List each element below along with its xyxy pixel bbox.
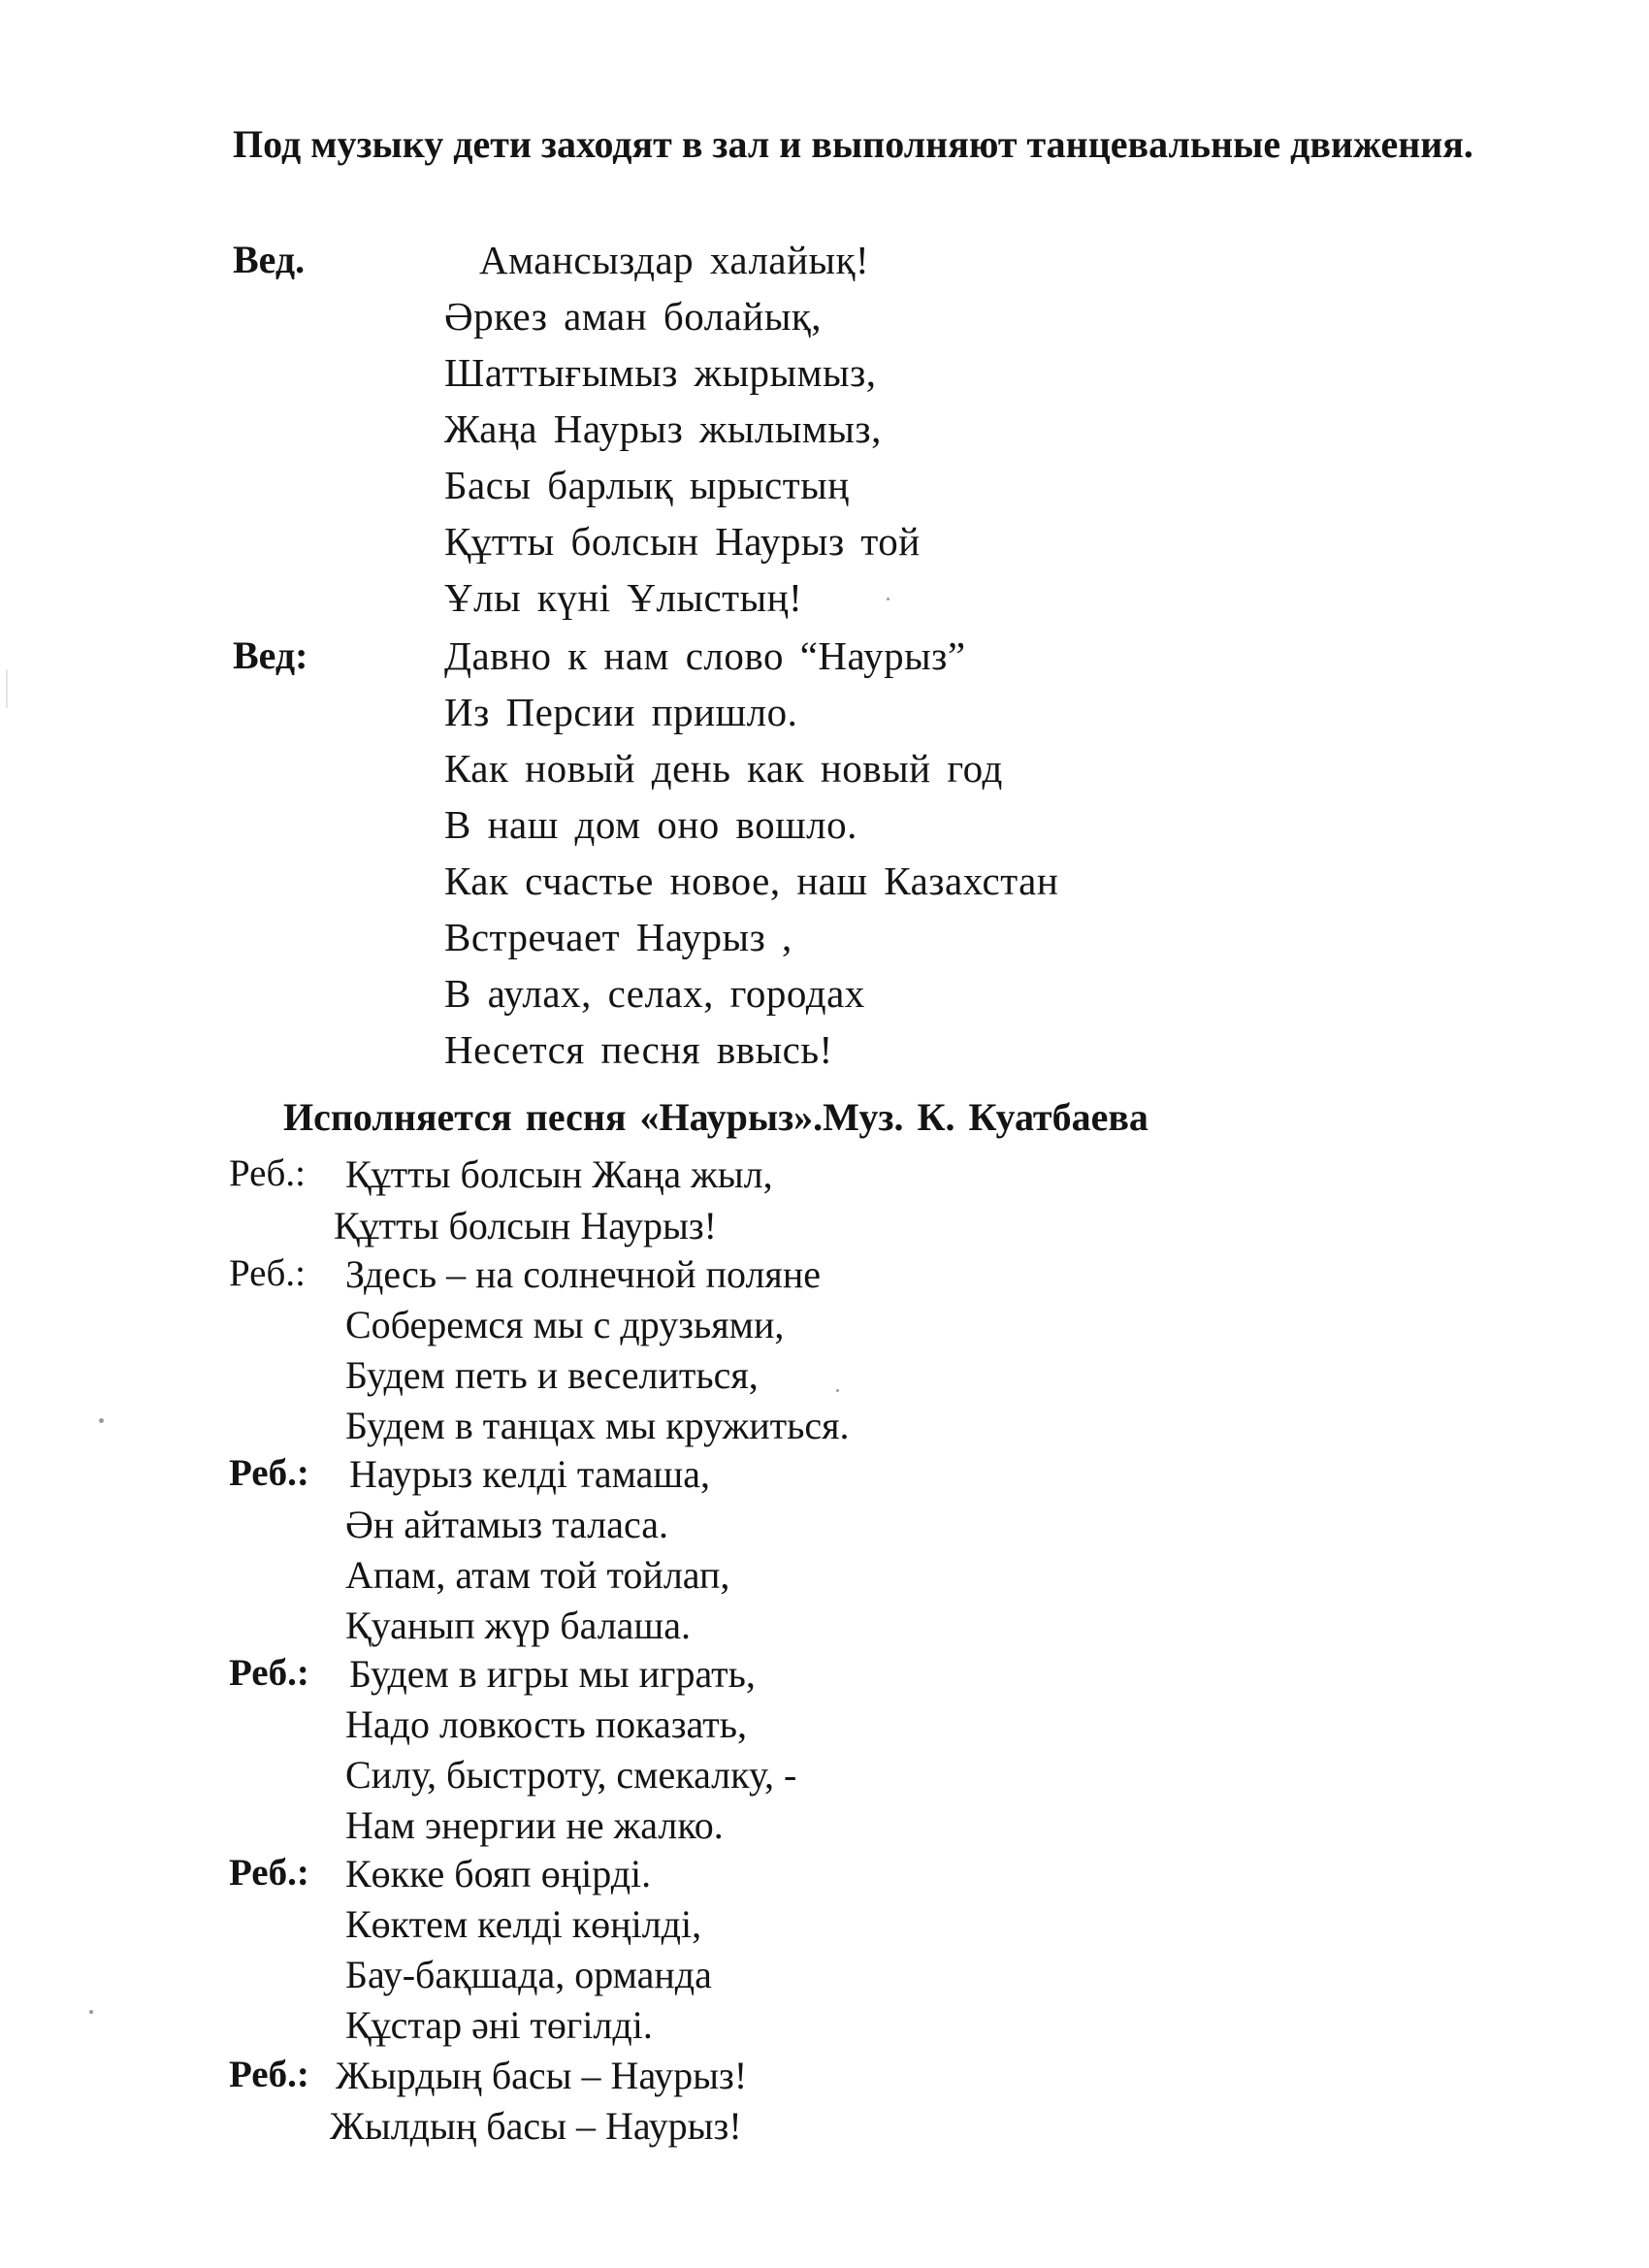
- verse-line: В наш дом оно вошло.: [444, 802, 857, 847]
- verse-line: Наурыз келді тамаша,: [349, 1452, 710, 1496]
- speaker-label: Реб.:: [229, 1852, 309, 1894]
- verse-line: Жаңа Наурыз жылымыз,: [444, 406, 882, 451]
- verse-line: Шаттығымыз жырымыз,: [444, 350, 877, 395]
- verse-line: Қуанып жүр балаша.: [345, 1604, 691, 1647]
- verse-line: Құстар әні төгілді.: [345, 2003, 653, 2047]
- scan-speck: [887, 598, 889, 600]
- speaker-label: Реб.:: [229, 1652, 309, 1694]
- verse-line: Әркез аман болайық,: [444, 294, 823, 339]
- verse-line: Силу, быстроту, смекалку, -: [345, 1753, 797, 1797]
- verse-line: Ән айтамыз таласа.: [345, 1503, 668, 1546]
- speaker-label: Реб.:: [229, 1152, 306, 1194]
- verse-line: Құтты болсын Наурыз!: [334, 1204, 717, 1247]
- verse-line: Жылдың басы – Наурыз!: [330, 2104, 742, 2148]
- verse-line: Как счастье новое, наш Казахстан: [444, 859, 1059, 903]
- verse-line: В аулах, селах, городах: [444, 971, 865, 1016]
- speaker-label: Реб.:: [229, 2054, 309, 2095]
- verse-line: Будем в танцах мы кружиться.: [345, 1404, 850, 1447]
- speaker-label: Вед:: [233, 633, 308, 677]
- stage-direction: Под музыку дети заходят в зал и выполняют танцевальные движения.: [233, 122, 1473, 166]
- scan-speck: [89, 2010, 93, 2014]
- verse-line: Из Персии пришло.: [444, 690, 798, 734]
- verse-line: Көктем келді көңілді,: [345, 1902, 702, 1946]
- verse-line: Жырдың басы – Наурыз!: [336, 2054, 748, 2097]
- verse-line: Құтты болсын Наурыз той: [444, 519, 921, 564]
- verse-line: Нам энергии не жалко.: [345, 1803, 724, 1847]
- verse-line: Басы барлық ырыстың: [444, 463, 850, 507]
- verse-line: Встречает Наурыз ,: [444, 915, 792, 959]
- scan-edge-mark: [6, 669, 8, 708]
- speaker-label: Вед.: [233, 238, 306, 281]
- verse-line: Ұлы күні Ұлыстың!: [444, 575, 803, 620]
- verse-line: Соберемся мы с друзьями,: [345, 1303, 785, 1346]
- verse-line: Несется песня ввысь!: [444, 1027, 833, 1072]
- verse-line: Здесь – на солнечной поляне: [345, 1252, 821, 1296]
- verse-line: Как новый день как новый год: [444, 746, 1003, 791]
- scan-speck: [836, 1389, 839, 1392]
- verse-line: Надо ловкость показать,: [345, 1702, 747, 1746]
- verse-line: Көкке бояп өңірді.: [345, 1852, 652, 1895]
- speaker-label: Реб.:: [229, 1252, 306, 1294]
- song-announcement: Исполняется песня «Наурыз».Муз. К. Куатбаева: [283, 1095, 1148, 1139]
- verse-line: Амансыздар халайық!: [479, 238, 870, 282]
- verse-line: Апам, атам той тойлап,: [345, 1553, 730, 1597]
- verse-line: Будем петь и веселиться,: [345, 1353, 759, 1397]
- verse-line: Будем в игры мы играть,: [349, 1652, 756, 1696]
- speaker-label: Реб.:: [229, 1452, 309, 1494]
- verse-line: Құтты болсын Жаңа жыл,: [345, 1152, 773, 1196]
- verse-line: Давно к нам слово “Наурыз”: [444, 633, 966, 678]
- verse-line: Бау-бақшада, орманда: [345, 1953, 712, 1996]
- scan-speck: [99, 1418, 104, 1423]
